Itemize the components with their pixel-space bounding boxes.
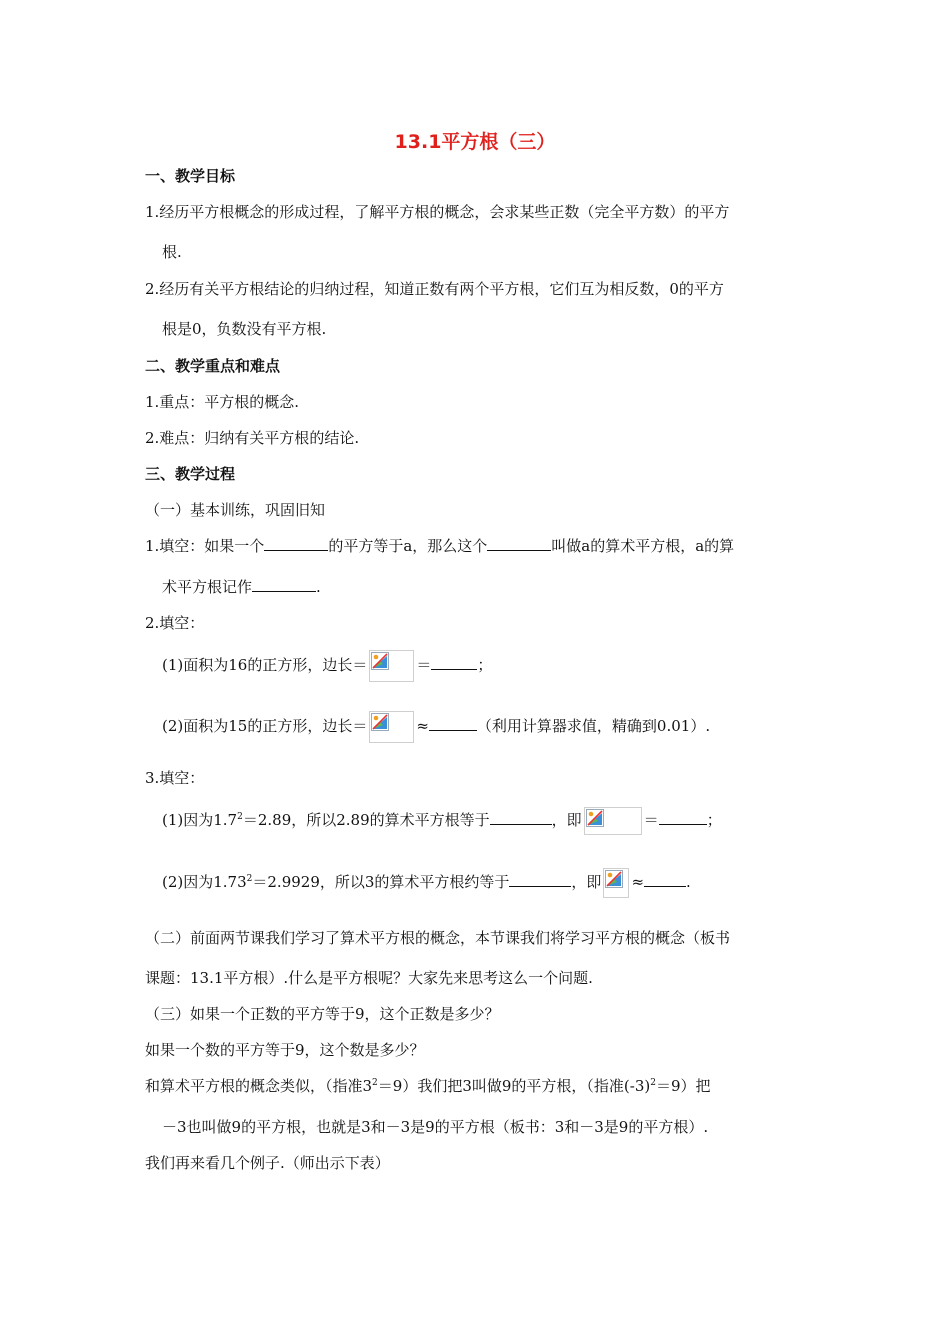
broken-image-icon bbox=[369, 650, 414, 682]
text: ＝ bbox=[416, 656, 432, 674]
answer-blank bbox=[252, 577, 316, 592]
goal-1-line-2: 根. bbox=[162, 243, 182, 261]
section-heading-goals: 一、教学目标 bbox=[145, 167, 236, 185]
difficult-point: 2.难点：归纳有关平方根的结论. bbox=[145, 429, 360, 447]
question-3-item-1 bbox=[162, 807, 722, 835]
text: (1)面积为16的正方形，边长＝ bbox=[162, 656, 368, 674]
text: 叫做a的算术平方根，a的算 bbox=[551, 537, 735, 555]
answer-blank bbox=[429, 716, 477, 731]
text: 的平方等于a，那么这个 bbox=[328, 537, 488, 555]
part-2-line-2: 课题：13.1平方根）.什么是平方根呢？大家先来思考这么一个问题. bbox=[145, 969, 593, 987]
text: (1)因为1.7 bbox=[162, 811, 238, 829]
text: . bbox=[316, 578, 321, 596]
text: ＝2.9929，所以3的算术平方根约等于 bbox=[252, 873, 510, 891]
section-heading-process: 三、教学过程 bbox=[145, 465, 236, 483]
answer-blank bbox=[264, 536, 328, 551]
text: ，即 bbox=[551, 811, 582, 829]
text: 术平方根记作 bbox=[162, 578, 253, 596]
text: 1.填空：如果一个 bbox=[145, 537, 265, 555]
part-3-question: （三）如果一个正数的平方等于9，这个正数是多少？ bbox=[145, 1005, 500, 1023]
answer-blank bbox=[644, 872, 686, 887]
superscript: 2 bbox=[650, 1078, 656, 1088]
key-point: 1.重点：平方根的概念. bbox=[145, 393, 300, 411]
superscript: 2 bbox=[246, 874, 253, 884]
examples-intro: 我们再来看几个例子.（师出示下表） bbox=[145, 1154, 390, 1172]
broken-image-icon bbox=[603, 868, 629, 898]
question-1-line-2 bbox=[162, 576, 321, 597]
text: ≈ bbox=[416, 717, 429, 735]
text: ＝9）把 bbox=[655, 1077, 711, 1095]
text: ≈ bbox=[631, 873, 645, 891]
superscript: 2 bbox=[372, 1078, 378, 1088]
question-3-item-2 bbox=[162, 868, 691, 898]
goal-2-line-2: 根是0，负数没有平方根. bbox=[162, 320, 327, 338]
explanation-line-1 bbox=[145, 1075, 711, 1096]
text: ＝9）我们把3叫做9的平方根，（指准(-3) bbox=[377, 1077, 651, 1095]
answer-blank bbox=[487, 536, 551, 551]
page-title: 13.1平方根（三） bbox=[394, 131, 556, 153]
section-heading-key-points: 二、教学重点和难点 bbox=[145, 357, 281, 375]
follow-up-question: 如果一个数的平方等于9，这个数是多少？ bbox=[145, 1041, 425, 1059]
question-3-label: 3.填空： bbox=[145, 769, 205, 787]
question-2-item-1 bbox=[162, 650, 492, 682]
superscript: 2 bbox=[237, 812, 243, 822]
explanation-line-2: －3也叫做9的平方根，也就是3和－3是9的平方根（板书：3和－3是9的平方根）. bbox=[162, 1118, 709, 1136]
answer-blank bbox=[490, 810, 552, 825]
question-2-label: 2.填空： bbox=[145, 614, 205, 632]
text: ； bbox=[477, 656, 493, 674]
text: . bbox=[686, 873, 691, 891]
text: ； bbox=[706, 811, 722, 829]
part-2-line-1: （二）前面两节课我们学习了算术平方根的概念，本节课我们将学习平方根的概念（板书 bbox=[145, 929, 731, 947]
question-2-item-2 bbox=[162, 711, 710, 743]
goal-2-line-1: 2.经历有关平方根结论的归纳过程，知道正数有两个平方根，它们互为相反数，0的平方 bbox=[145, 280, 724, 298]
question-1-line-1 bbox=[145, 535, 734, 556]
text: (2)面积为15的正方形，边长＝ bbox=[162, 717, 368, 735]
part-1-heading: （一）基本训练，巩固旧知 bbox=[145, 501, 326, 519]
text: ＝2.89，所以2.89的算术平方根等于 bbox=[242, 811, 490, 829]
answer-blank bbox=[431, 655, 477, 670]
goal-1-line-1: 1.经历平方根概念的形成过程，了解平方根的概念，会求某些正数（完全平方数）的平方 bbox=[145, 203, 730, 221]
broken-image-icon bbox=[584, 807, 642, 835]
text: ＝ bbox=[643, 811, 659, 829]
text: 和算术平方根的概念类似，（指准3 bbox=[145, 1077, 373, 1095]
text: ，即 bbox=[571, 873, 602, 891]
answer-blank bbox=[509, 872, 571, 887]
broken-image-icon bbox=[369, 711, 414, 743]
text: (2)因为1.73 bbox=[162, 873, 247, 891]
text: （利用计算器求值，精确到0.01）. bbox=[476, 717, 711, 735]
answer-blank bbox=[659, 810, 707, 825]
